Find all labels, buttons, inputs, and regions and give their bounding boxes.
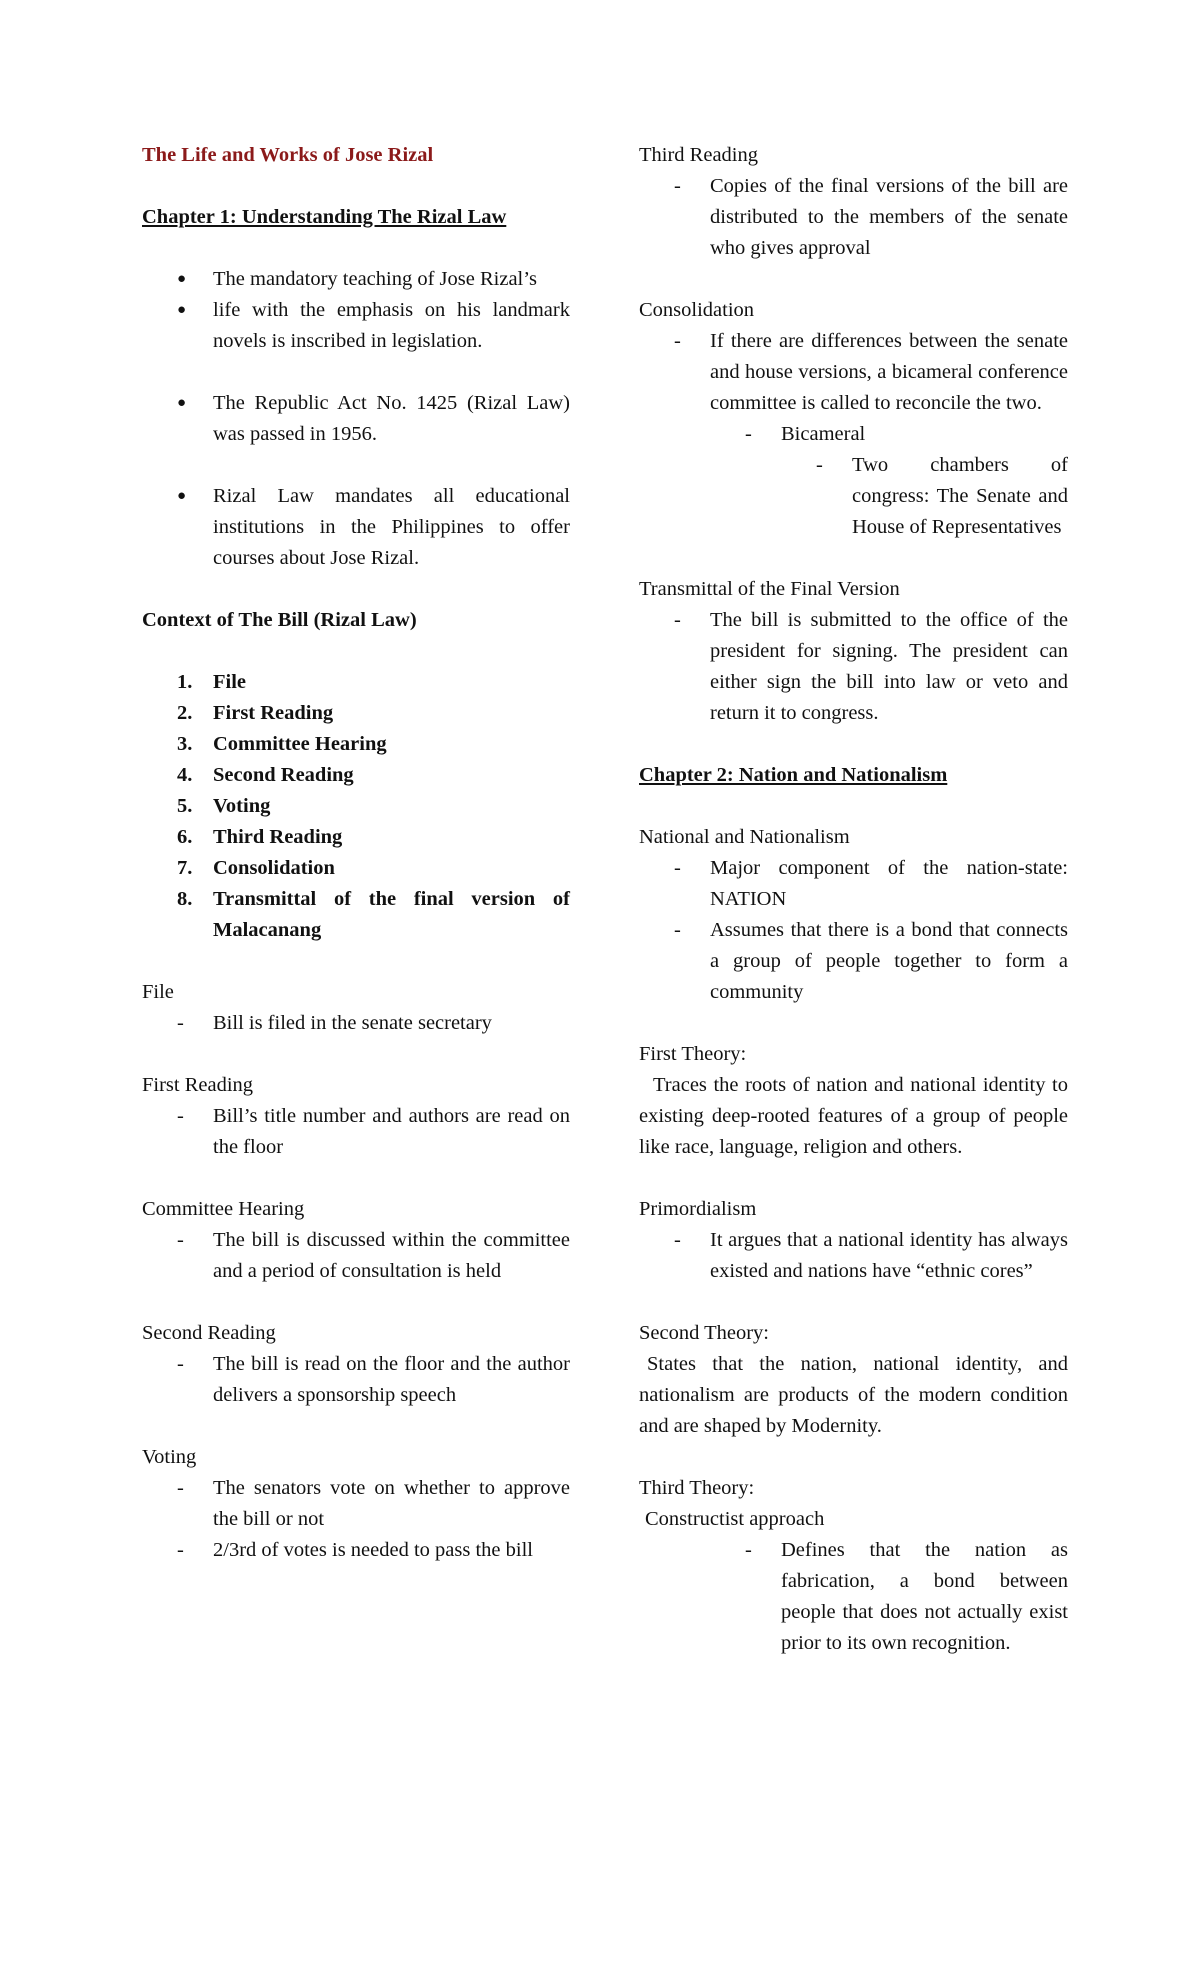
dash-item: - The bill is submitted to the office of the president for signing. The president can either sign the bill into law or veto and return it to congress. bbox=[674, 609, 1068, 724]
dash-item: - Assumes that there is a bond that connects a group of people together to form a community bbox=[674, 919, 1068, 1003]
chapter-2-heading: Chapter 2: Nation and Nationalism bbox=[639, 764, 948, 786]
left-column bbox=[142, 140, 570, 1566]
third-theory-subheading: Constructist approach bbox=[645, 1508, 825, 1530]
bullet-item: ● life with the emphasis on his landmark novels is inscribed in legislation. bbox=[142, 295, 570, 357]
dash-item: - The senators vote on whether to approve the bill or not bbox=[177, 1477, 570, 1530]
dash-item: - It argues that a national identity has always existed and nations have “ethnic cores” bbox=[674, 1229, 1068, 1282]
step-item: 6. Third Reading bbox=[177, 826, 343, 848]
rizal-law-bullets bbox=[142, 264, 570, 357]
dash-item: - Bill’s title number and authors are read on the floor bbox=[177, 1105, 570, 1158]
dash-item: - Bicameral bbox=[745, 423, 866, 445]
dash-item: - Two chambers of congress: The Senate and House of Representatives bbox=[816, 454, 1068, 538]
step-item: 7. Consolidation bbox=[177, 857, 335, 879]
bullet-item: ● Rizal Law mandates all educational institutions in the Philippines to offer courses about Jose Rizal. bbox=[142, 481, 570, 574]
bullet-item: ● The Republic Act No. 1425 (Rizal Law) was passed in 1956. bbox=[142, 388, 570, 450]
voting-heading: Voting bbox=[142, 1446, 197, 1468]
dash-item: - 2/3rd of votes is needed to pass the bill bbox=[177, 1539, 533, 1561]
step-item: 5. Voting bbox=[177, 795, 271, 817]
step-item: 1. File bbox=[177, 671, 247, 693]
chapter-1-heading: Chapter 1: Understanding The Rizal Law bbox=[142, 206, 507, 228]
dash-item: - Defines that the nation as fabrication, a bond between people that does not actually exist prior to its own recognition. bbox=[745, 1539, 1068, 1654]
consolidation-heading: Consolidation bbox=[639, 299, 755, 321]
third-reading-heading: Third Reading bbox=[639, 144, 758, 166]
primordialism-heading: Primordialism bbox=[639, 1198, 757, 1220]
bullet-icon: ● bbox=[177, 271, 187, 287]
right-column bbox=[639, 140, 1068, 1659]
second-theory-heading: Second Theory: bbox=[639, 1322, 769, 1344]
first-theory-text: Traces the roots of nation and national identity to existing deep-rooted features of a group of people like race, language, religion and others. bbox=[639, 1074, 1068, 1158]
bullet-icon: ● bbox=[177, 302, 187, 318]
document-title: The Life and Works of Jose Rizal bbox=[142, 144, 434, 166]
second-theory-text: States that the nation, national identity, and nationalism are products of the modern condition and are shaped by Modernity. bbox=[639, 1353, 1068, 1437]
step-item: 3. Committee Hearing bbox=[177, 733, 387, 755]
dash-item: - Bill is filed in the senate secretary bbox=[177, 1012, 492, 1034]
first-theory-heading: First Theory: bbox=[639, 1043, 747, 1065]
bill-steps-list bbox=[142, 667, 570, 946]
bullet-icon: ● bbox=[177, 395, 187, 411]
file-heading: File bbox=[142, 981, 174, 1003]
dash-item: - Major component of the nation-state: NATION bbox=[674, 857, 1068, 910]
bullet-item: ● The mandatory teaching of Jose Rizal’s bbox=[142, 264, 570, 295]
second-reading-heading: Second Reading bbox=[142, 1322, 276, 1344]
dash-item: - The bill is read on the floor and the author delivers a sponsorship speech bbox=[177, 1353, 570, 1406]
step-item: 8. Transmittal of the final version of Malacanang bbox=[177, 888, 570, 941]
transmittal-heading: Transmittal of the Final Version bbox=[639, 578, 900, 600]
first-reading-heading: First Reading bbox=[142, 1074, 254, 1096]
context-heading: Context of The Bill (Rizal Law) bbox=[142, 609, 417, 631]
nation-heading: National and Nationalism bbox=[639, 826, 850, 848]
third-theory-heading: Third Theory: bbox=[639, 1477, 755, 1499]
committee-hearing-heading: Committee Hearing bbox=[142, 1198, 305, 1220]
dash-item: - The bill is discussed within the committee and a period of consultation is held bbox=[177, 1229, 570, 1282]
dash-item: - If there are differences between the senate and house versions, a bicameral conference committee is called to reconcile the two. bbox=[674, 330, 1068, 414]
step-item: 4. Second Reading bbox=[177, 764, 354, 786]
bullet-icon: ● bbox=[177, 488, 187, 504]
dash-item: - Copies of the final versions of the bill are distributed to the members of the senate who gives approval bbox=[674, 175, 1068, 259]
step-item: 2. First Reading bbox=[177, 702, 334, 724]
